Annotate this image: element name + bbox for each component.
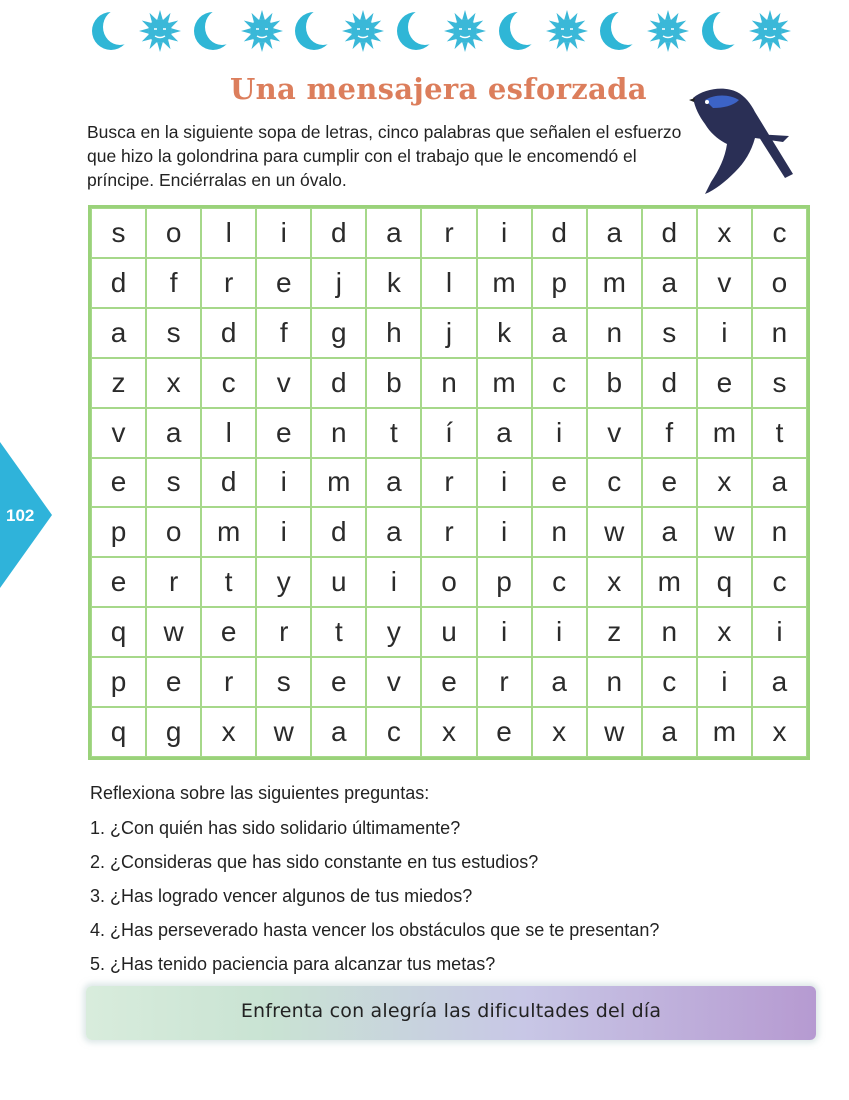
grid-cell: a [587,208,642,258]
grid-cell: a [477,408,532,458]
question-item: 4. ¿Has perseverado hasta vencer los obstáculos que se te presentan? [90,920,660,940]
grid-cell: c [201,358,256,408]
grid-cell: n [752,308,807,358]
grid-cell: x [146,358,201,408]
grid-cell: n [311,408,366,458]
grid-cell: d [532,208,587,258]
moon-icon [698,10,740,52]
grid-cell: p [477,557,532,607]
grid-cell: n [587,657,642,707]
grid-cell: v [256,358,311,408]
grid-cell: a [366,458,421,508]
grid-cell: p [532,258,587,308]
moon-icon [190,10,232,52]
swallow-illustration [685,78,795,196]
grid-cell: i [477,458,532,508]
grid-cell: x [697,458,752,508]
grid-cell: k [366,258,421,308]
sun-icon [138,9,182,53]
grid-cell: m [201,507,256,557]
grid-cell: a [642,258,697,308]
grid-cell: e [201,607,256,657]
grid-cell: r [256,607,311,657]
grid-cell: x [697,208,752,258]
grid-cell: m [311,458,366,508]
grid-cell: j [421,308,476,358]
banner-text: Enfrenta con alegría las dificultades del día [240,1000,662,1022]
grid-cell: m [477,258,532,308]
grid-cell: d [311,507,366,557]
grid-cell: a [366,507,421,557]
grid-cell: n [421,358,476,408]
grid-cell: a [311,707,366,757]
grid-cell: w [587,507,642,557]
grid-cell: a [532,657,587,707]
grid-cell: i [477,507,532,557]
grid-cell: j [311,258,366,308]
grid-cell: d [201,308,256,358]
grid-cell: r [146,557,201,607]
grid-cell: e [311,657,366,707]
page-title: Una mensajera esforzada [230,72,647,106]
grid-cell: t [201,557,256,607]
grid-cell: c [366,707,421,757]
sun-icon [443,9,487,53]
sun-icon [545,9,589,53]
grid-cell: u [311,557,366,607]
grid-cell: x [201,707,256,757]
grid-cell: a [752,458,807,508]
word-search-grid [88,205,810,760]
grid-cell: n [587,308,642,358]
grid-cell: c [587,458,642,508]
sun-icon [341,9,385,53]
grid-cell: q [91,707,146,757]
question-item: 3. ¿Has logrado vencer algunos de tus miedos? [90,886,473,906]
grid-cell: i [477,607,532,657]
grid-cell: f [256,308,311,358]
grid-cell: r [477,657,532,707]
questions-list [90,818,659,988]
grid-cell: v [587,408,642,458]
grid-cell: r [201,258,256,308]
grid-cell: b [366,358,421,408]
grid-cell: s [256,657,311,707]
grid-cell: l [201,408,256,458]
grid-cell: a [642,707,697,757]
grid-cell: i [477,208,532,258]
grid-cell: n [532,507,587,557]
grid-cell: m [697,408,752,458]
grid-cell: w [697,507,752,557]
grid-cell: x [532,707,587,757]
moon-icon [596,10,638,52]
grid-cell: x [587,557,642,607]
grid-cell: c [752,208,807,258]
grid-cell: í [421,408,476,458]
grid-cell: a [532,308,587,358]
grid-cell: e [532,458,587,508]
grid-cell: x [752,707,807,757]
grid-cell: s [146,308,201,358]
grid-cell: a [366,208,421,258]
grid-cell: r [421,208,476,258]
grid-cell: s [91,208,146,258]
grid-cell: r [421,458,476,508]
grid-cell: t [752,408,807,458]
moon-icon [88,10,130,52]
grid-cell: c [532,358,587,408]
grid-cell: x [421,707,476,757]
grid-cell: s [146,458,201,508]
grid-cell: i [752,607,807,657]
grid-cell: y [366,607,421,657]
grid-cell: o [146,208,201,258]
grid-cell: t [366,408,421,458]
grid-cell: b [587,358,642,408]
grid-cell: c [532,557,587,607]
grid-cell: a [752,657,807,707]
grid-cell: n [752,507,807,557]
grid-cell: k [477,308,532,358]
grid-cell: u [421,607,476,657]
grid-cell: z [587,607,642,657]
grid-cell: p [91,657,146,707]
grid-cell: i [256,458,311,508]
grid-cell: e [256,258,311,308]
grid-cell: f [642,408,697,458]
grid-cell: i [256,507,311,557]
grid-cell: t [311,607,366,657]
reflect-heading: Reflexiona sobre las siguientes preguntas: [90,783,430,803]
grid-cell: d [311,358,366,408]
sun-icon [646,9,690,53]
moon-icon [291,10,333,52]
grid-cell: e [642,458,697,508]
decorative-border [88,6,792,56]
grid-cell: m [477,358,532,408]
grid-cell: o [421,557,476,607]
question-item: 1. ¿Con quién has sido solidario últimamente? [90,818,461,838]
grid-cell: i [366,557,421,607]
motto-banner [86,986,816,1040]
grid-cell: m [697,707,752,757]
grid-cell: d [201,458,256,508]
grid-cell: i [256,208,311,258]
grid-cell: o [752,258,807,308]
grid-cell: w [587,707,642,757]
grid-cell: i [697,308,752,358]
grid-cell: o [146,507,201,557]
grid-cell: m [642,557,697,607]
grid-cell: e [146,657,201,707]
grid-cell: s [752,358,807,408]
sun-icon [240,9,284,53]
grid-cell: q [697,557,752,607]
grid-cell: i [532,408,587,458]
grid-cell: l [201,208,256,258]
sun-icon [748,9,792,53]
grid-cell: d [311,208,366,258]
grid-cell: q [91,607,146,657]
grid-cell: h [366,308,421,358]
grid-cell: r [201,657,256,707]
grid-cell: x [697,607,752,657]
question-item: 2. ¿Consideras que has sido constante en tus estudios? [90,852,539,872]
grid-cell: a [146,408,201,458]
question-item: 5. ¿Has tenido paciencia para alcanzar tus metas? [90,954,496,974]
grid-cell: s [642,308,697,358]
grid-cell: e [697,358,752,408]
grid-cell: g [146,707,201,757]
grid-cell: d [642,208,697,258]
grid-cell: c [642,657,697,707]
page-number: 102 [6,506,35,525]
grid-cell: r [421,507,476,557]
grid-cell: w [146,607,201,657]
grid-cell: l [421,258,476,308]
grid-cell: e [477,707,532,757]
grid-cell: e [421,657,476,707]
grid-cell: f [146,258,201,308]
grid-cell: e [256,408,311,458]
grid-cell: a [642,507,697,557]
moon-icon [393,10,435,52]
grid-cell: i [532,607,587,657]
grid-cell: w [256,707,311,757]
grid-cell: m [587,258,642,308]
grid-cell: y [256,557,311,607]
grid-cell: v [697,258,752,308]
grid-cell: z [91,358,146,408]
grid-cell: g [311,308,366,358]
grid-cell: d [642,358,697,408]
grid-cell: i [697,657,752,707]
grid-cell: d [91,258,146,308]
grid-cell: v [91,408,146,458]
instructions-text: Busca en la siguiente sopa de letras, cinco palabras que señalen el esfuerzo que hizo la golondrina para cumplir con el trabajo que le encomendó el príncipe. Enciérralas en un óvalo. [87,122,682,190]
moon-icon [495,10,537,52]
grid-cell: c [752,557,807,607]
grid-cell: a [91,308,146,358]
grid-cell: e [91,557,146,607]
grid-cell: v [366,657,421,707]
grid-cell: n [642,607,697,657]
grid-cell: e [91,458,146,508]
grid-cell: p [91,507,146,557]
